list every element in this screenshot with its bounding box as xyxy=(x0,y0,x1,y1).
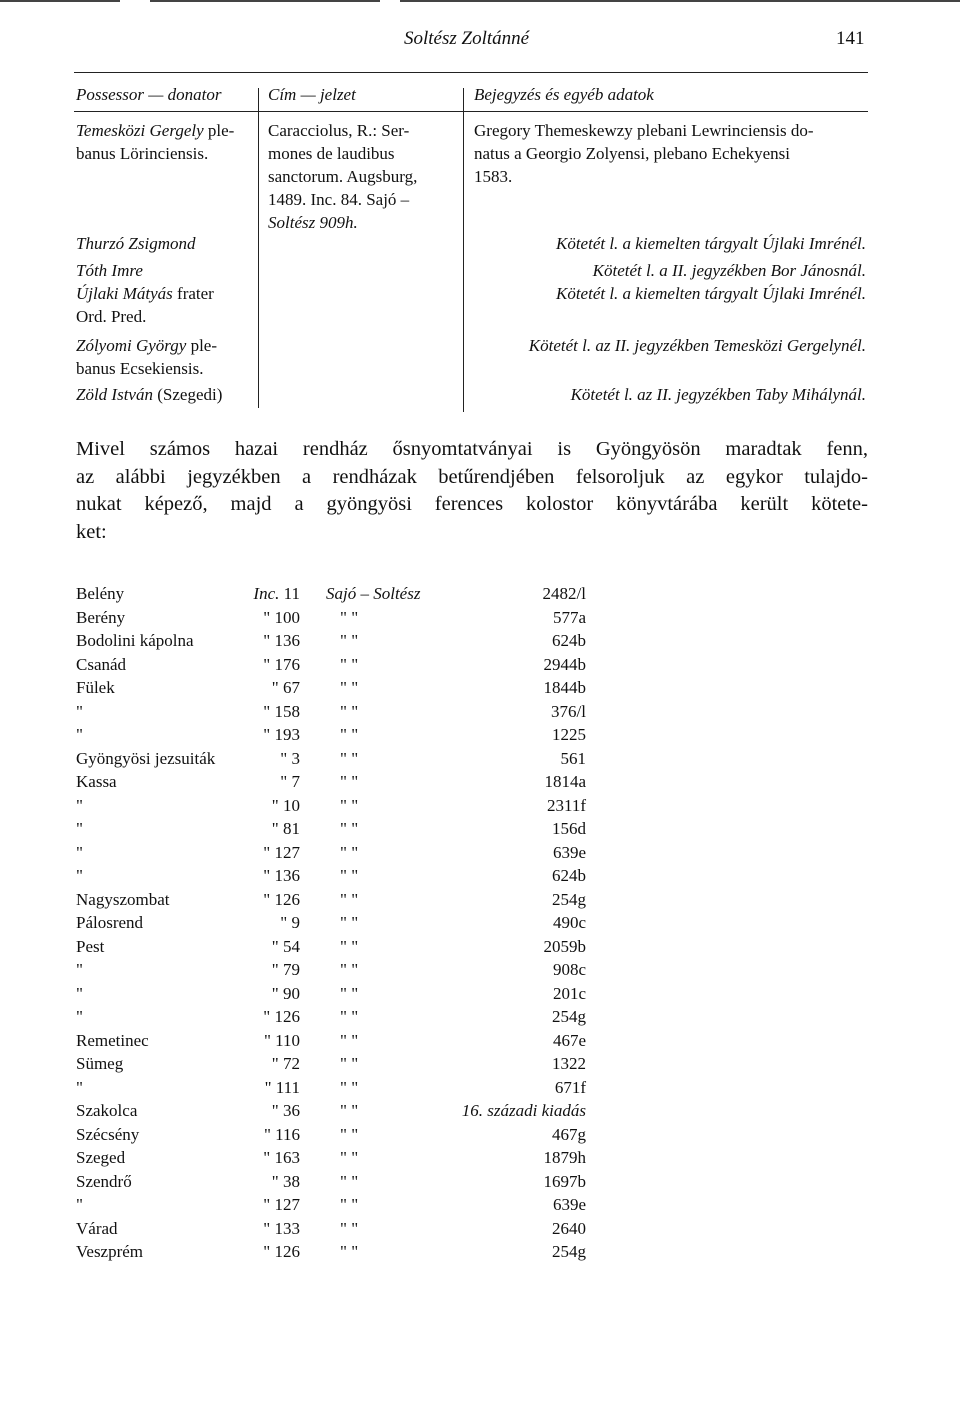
list-place: " xyxy=(76,701,83,721)
list-number: 16. századi kiadás xyxy=(461,1101,586,1120)
entry-line: Gregory Themeskewzy plebani Lewrinciensis do- xyxy=(474,121,814,140)
list-source: " " xyxy=(340,607,359,627)
list-item xyxy=(0,817,960,841)
paragraph-line: nukat képező, majd a gyöngyösi ferences kolostor könyvtárába került kötete- xyxy=(76,493,868,515)
list-ref: " 3 xyxy=(280,748,300,768)
list-place: Fülek xyxy=(76,678,115,697)
scan-edge-line xyxy=(0,0,120,2)
list-number: 467g xyxy=(552,1124,586,1144)
list-place: Gyöngyösi jezsuiták xyxy=(76,748,216,768)
list-item xyxy=(0,911,960,935)
list-source: " " xyxy=(340,631,359,650)
paragraph-line: az alábbi jegyzékben a rendházak betűrendjében felsoroljuk az egykor tulajdo- xyxy=(76,465,868,488)
possessor-line: Zöld István (Szegedi) xyxy=(76,385,223,404)
list-source: " " xyxy=(340,983,359,1003)
list-place: Belény xyxy=(76,584,125,603)
list-source: " " xyxy=(340,1242,359,1261)
list-source: " " xyxy=(340,1148,359,1167)
list-ref: " 100 xyxy=(263,607,300,627)
entry-note: Kötetét l. az II. jegyzékben Temesközi Gergelynél. xyxy=(528,336,866,355)
list-source: " " xyxy=(340,725,359,744)
list-number: 1322 xyxy=(552,1054,586,1073)
list-item xyxy=(0,841,960,865)
list-place: Pálosrend xyxy=(76,913,144,932)
list-ref: " 110 xyxy=(263,1030,300,1050)
list-number: 624b xyxy=(552,631,586,650)
list-source: " " xyxy=(340,819,359,838)
list-number: 254g xyxy=(552,1007,586,1026)
entry-line: natus a Georgio Zolyensi, plebano Echekyensi xyxy=(474,144,790,163)
list-place: Berény xyxy=(76,607,126,627)
list-source: " " xyxy=(340,913,359,932)
list-place: " xyxy=(76,1195,83,1214)
column-header-entry: Bejegyzés és egyéb adatok xyxy=(474,85,654,104)
possessor-line: Temesközi Gergely ple- xyxy=(76,121,235,140)
list-item xyxy=(0,700,960,724)
list-source: " " xyxy=(340,936,359,956)
list-item xyxy=(0,653,960,677)
list-ref: " 126 xyxy=(263,889,300,909)
list-source: " " xyxy=(340,795,359,815)
possessor-line: Zólyomi György ple- xyxy=(76,336,218,355)
list-item xyxy=(0,1240,960,1264)
list-source: " " xyxy=(340,1101,359,1120)
list-source: " " xyxy=(340,1077,359,1097)
list-source: " " xyxy=(340,654,359,674)
entry-line: 1583. xyxy=(474,167,513,186)
list-item xyxy=(0,982,960,1006)
list-number: 467e xyxy=(552,1030,586,1050)
column-header-title: Cím — jelzet xyxy=(268,85,356,104)
list-number: 577a xyxy=(552,607,586,627)
list-ref: " 126 xyxy=(263,1007,300,1026)
title-line: Soltész 909h. xyxy=(268,213,358,232)
list-item xyxy=(0,1217,960,1241)
list-place: " xyxy=(76,1077,83,1097)
list-ref: " 90 xyxy=(271,983,300,1003)
list-place: Remetinec xyxy=(76,1030,149,1050)
list-item xyxy=(0,1146,960,1170)
list-number: 254g xyxy=(552,1242,586,1261)
list-ref: " 81 xyxy=(271,819,300,838)
scan-edge-line xyxy=(150,0,380,2)
list-item xyxy=(0,935,960,959)
list-number: 624b xyxy=(552,866,586,885)
list-place: Nagyszombat xyxy=(76,889,170,909)
list-source: " " xyxy=(340,889,359,909)
list-number: 1814a xyxy=(544,772,586,791)
list-ref: " 116 xyxy=(263,1124,300,1144)
list-place: Veszprém xyxy=(76,1242,144,1261)
list-place: Várad xyxy=(76,1218,118,1238)
list-item xyxy=(0,1076,960,1100)
title-line: Caracciolus, R.: Ser- xyxy=(268,121,410,140)
list-number: 2640 xyxy=(552,1218,586,1238)
list-number: 1697b xyxy=(543,1171,586,1191)
list-item xyxy=(0,629,960,653)
list-source: " " xyxy=(340,1195,359,1214)
list-place: " xyxy=(76,866,83,885)
list-item xyxy=(0,1005,960,1029)
column-divider xyxy=(463,88,464,412)
table-top-rule xyxy=(74,72,868,73)
list-number: 1879h xyxy=(543,1148,586,1167)
list-ref: " 79 xyxy=(271,960,300,979)
list-number: 2944b xyxy=(543,654,586,674)
list-number: 254g xyxy=(552,889,586,909)
entry-note: Kötetét l. a kiemelten tárgyalt Újlaki Imrénél. xyxy=(555,234,866,253)
list-item xyxy=(0,958,960,982)
list-ref: Inc. 11 xyxy=(253,584,300,603)
list-source: " " xyxy=(340,1030,359,1050)
list-place: Szécsény xyxy=(76,1124,140,1144)
list-ref: " 136 xyxy=(263,866,300,885)
list-number: 908c xyxy=(552,960,586,979)
list-place: " xyxy=(76,819,83,838)
entry-note: Kötetét l. a kiemelten tárgyalt Újlaki Imrénél. xyxy=(555,284,866,303)
list-place: " xyxy=(76,842,83,862)
list-number: 201c xyxy=(552,983,586,1003)
list-ref: " 176 xyxy=(263,654,300,674)
list-ref: " 111 xyxy=(264,1077,300,1097)
list-item xyxy=(0,676,960,700)
list-place: " xyxy=(76,960,83,979)
list-source: " " xyxy=(340,748,359,768)
possessor-line: Ord. Pred. xyxy=(76,307,147,326)
list-ref: " 67 xyxy=(271,678,300,697)
list-ref: " 54 xyxy=(271,936,300,956)
list-number: 2311f xyxy=(546,795,586,815)
list-source: Sajó – Soltész xyxy=(326,584,421,603)
list-ref: " 193 xyxy=(263,725,300,744)
list-item xyxy=(0,770,960,794)
list-source: " " xyxy=(340,960,359,979)
title-line: sanctorum. Augsburg, xyxy=(268,167,418,186)
list-item xyxy=(0,1193,960,1217)
list-ref: " 36 xyxy=(271,1101,300,1120)
list-ref: " 133 xyxy=(263,1218,300,1238)
list-item xyxy=(0,1099,960,1123)
list-item xyxy=(0,606,960,630)
list-number: 156d xyxy=(552,819,586,838)
list-item xyxy=(0,747,960,771)
list-number: 1225 xyxy=(552,725,586,744)
list-source: " " xyxy=(340,701,359,721)
list-ref: " 38 xyxy=(271,1171,300,1191)
list-source: " " xyxy=(340,1124,359,1144)
list-number: 561 xyxy=(560,748,586,768)
list-source: " " xyxy=(340,1054,359,1073)
entry-note: Kötetét l. a II. jegyzékben Bor Jánosnál. xyxy=(592,261,866,280)
possessor-line: Thurzó Zsigmond xyxy=(76,234,196,253)
list-item xyxy=(0,864,960,888)
list-item xyxy=(0,1123,960,1147)
table-header-rule xyxy=(74,111,868,112)
list-place: Sümeg xyxy=(76,1054,124,1073)
list-place: Szeged xyxy=(76,1148,126,1167)
list-number: 2482/l xyxy=(542,584,586,603)
list-source: " " xyxy=(340,1171,359,1191)
list-ref: " 9 xyxy=(280,913,300,932)
list-item xyxy=(0,794,960,818)
list-number: 376/l xyxy=(551,701,586,721)
list-number: 671f xyxy=(554,1077,586,1097)
list-place: " xyxy=(76,983,83,1003)
list-number: 1844b xyxy=(543,678,586,697)
list-number: 2059b xyxy=(543,936,586,956)
list-item xyxy=(0,888,960,912)
list-place: Szakolca xyxy=(76,1101,138,1120)
list-ref: " 136 xyxy=(263,631,300,650)
running-title: Soltész Zoltánné xyxy=(404,28,530,49)
column-divider xyxy=(258,88,259,408)
list-place: Csanád xyxy=(76,654,127,674)
list-place: Szendrő xyxy=(76,1171,132,1191)
list-number: 639e xyxy=(552,842,586,862)
paragraph-line: ket: xyxy=(76,520,107,543)
list-place: " xyxy=(76,795,83,815)
title-line: mones de laudibus xyxy=(268,144,395,163)
list-place: Kassa xyxy=(76,772,117,791)
list-place: Bodolini kápolna xyxy=(76,631,194,650)
list-ref: " 127 xyxy=(263,842,300,862)
list-place: " xyxy=(76,725,83,744)
list-source: " " xyxy=(340,1007,359,1026)
list-place: " xyxy=(76,1007,83,1026)
possessor-line: banus Lörinciensis. xyxy=(76,144,209,163)
list-item xyxy=(0,723,960,747)
list-ref: " 7 xyxy=(280,772,300,791)
possessor-line: banus Ecsekiensis. xyxy=(76,359,204,378)
list-place: Pest xyxy=(76,936,105,956)
title-line: 1489. Inc. 84. Sajó – xyxy=(268,190,410,209)
body-paragraph xyxy=(76,436,868,546)
list-ref: " 10 xyxy=(271,795,300,815)
list-source: " " xyxy=(340,678,359,697)
list-number: 490c xyxy=(552,913,586,932)
list-item xyxy=(0,582,960,606)
list-source: " " xyxy=(340,1218,359,1238)
list-source: " " xyxy=(340,772,359,791)
possessor-line: Tóth Imre xyxy=(76,261,143,280)
list-ref: " 163 xyxy=(263,1148,300,1167)
list-number: 639e xyxy=(552,1195,586,1214)
page-number: 141 xyxy=(836,28,865,49)
list-item xyxy=(0,1170,960,1194)
entry-note: Kötetét l. az II. jegyzékben Taby Mihálynál. xyxy=(570,385,866,404)
column-header-possessor: Possessor — donator xyxy=(76,85,222,104)
scan-edge-line xyxy=(400,0,960,2)
list-item xyxy=(0,1029,960,1053)
list-source: " " xyxy=(340,842,359,862)
list-ref: " 127 xyxy=(263,1195,300,1214)
list-ref: " 72 xyxy=(271,1054,300,1073)
paragraph-line: Mivel számos hazai rendház ősnyomtatványai is Gyöngyösön maradtak fenn, xyxy=(76,438,868,460)
list-source: " " xyxy=(340,866,359,885)
list-ref: " 126 xyxy=(263,1242,300,1261)
possessor-line: Újlaki Mátyás frater xyxy=(76,284,214,303)
list-ref: " 158 xyxy=(263,701,300,721)
list-item xyxy=(0,1052,960,1076)
